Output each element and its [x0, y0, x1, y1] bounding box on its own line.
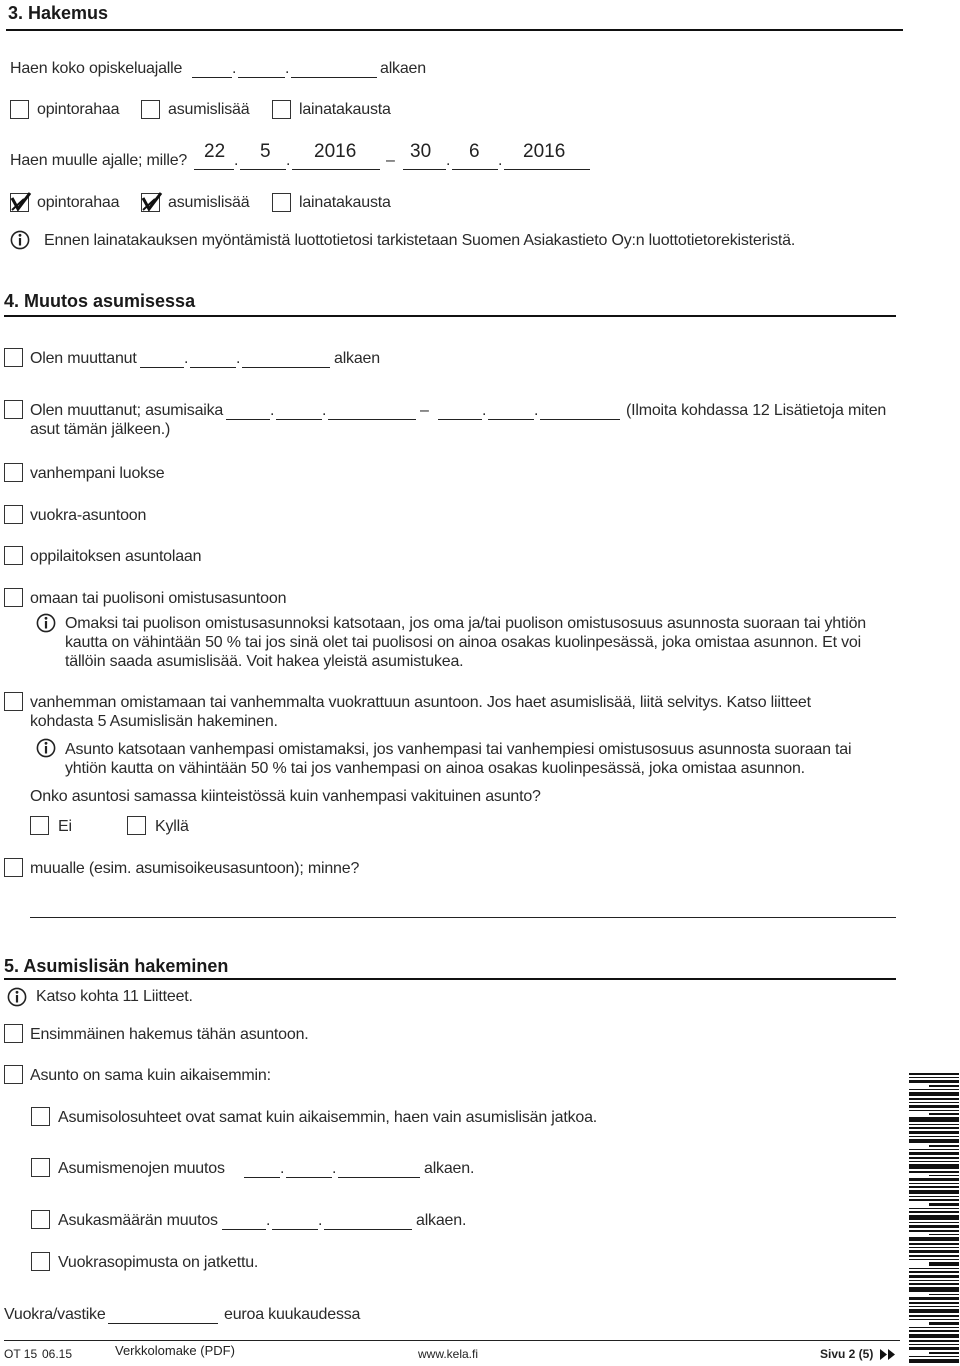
info-own-home-text: Omaksi tai puolison omistusasunnoksi katsotaan, jos oma ja/tai puolison omistusosuus asunnosta suoraan tai yhtiön kautta on vähintään 50 % tai jos sinä olet tai puolisosi on ainoa osakas kuolinpesässä, joka omistaa asunnon. Et voi tällöin saada asumislisää. Voit hakea yleistä asumistukea. — [65, 615, 866, 670]
checkbox-same-conditions[interactable] — [31, 1107, 50, 1126]
label-opintoraha: opintorahaa — [37, 101, 120, 118]
barcode-bar — [909, 1280, 959, 1281]
barcode-bar — [909, 1330, 959, 1332]
barcode-bar — [909, 1117, 959, 1122]
checkbox-school-dorm[interactable] — [4, 546, 23, 565]
barcode-bar — [909, 1283, 959, 1285]
moved-period-note: (Ilmoita kohdassa 12 Lisätietoja miten asut tämän jälkeen.) — [30, 402, 887, 438]
checkbox-moved-period[interactable] — [4, 400, 23, 419]
barcode-bar — [909, 1268, 959, 1269]
checkbox-moved[interactable] — [4, 348, 23, 367]
barcode-bar — [909, 1171, 959, 1173]
barcode-bar — [929, 1203, 959, 1206]
cost-change-month-line[interactable] — [286, 1177, 332, 1178]
date-separator: . — [534, 402, 539, 419]
barcode-bar — [909, 1208, 959, 1209]
residents-change-year-line[interactable] — [324, 1229, 412, 1230]
residents-change-month-line[interactable] — [272, 1229, 318, 1230]
barcode-bar — [909, 1092, 959, 1096]
date-from-day-line — [194, 169, 234, 170]
checkbox-answer-yes[interactable] — [127, 816, 146, 835]
barcode-bar — [929, 1294, 959, 1295]
checkbox-opintoraha[interactable] — [10, 100, 29, 119]
footer-form-code: OT 15 — [4, 1347, 38, 1361]
checkbox-cost-change[interactable] — [31, 1158, 50, 1177]
check-mark-icon — [10, 192, 32, 216]
date-separator: . — [482, 402, 487, 419]
date-separator: . — [236, 350, 241, 367]
barcode-bar — [909, 1275, 959, 1278]
barcode-bar — [909, 1306, 959, 1307]
barcode-bar — [909, 1237, 959, 1241]
date-to-day[interactable]: 30 — [410, 141, 432, 162]
barcode-bar — [909, 1340, 959, 1342]
footer-website[interactable]: www.kela.fi — [418, 1347, 479, 1361]
moved-period-label: Olen muuttanut; asumisaika — [30, 402, 224, 419]
barcode-bar — [929, 1145, 959, 1147]
date-from-month[interactable]: 5 — [260, 141, 271, 162]
checkbox-lease-extended[interactable] — [31, 1252, 50, 1271]
label-parent-owned: vanhemman omistamaan tai vanhemmalta vuokrattuun asuntoon. Jos haet asumislisää, liitä selvitys. Katso liitteet kohdasta 5 Asumislisän hakeminen. — [30, 694, 811, 730]
whole-period-day-line[interactable] — [192, 77, 232, 78]
barcode-bar — [909, 1250, 959, 1253]
date-range-dash: – — [386, 152, 395, 169]
cost-change-suffix: alkaen. — [424, 1160, 475, 1177]
barcode-bar — [909, 1139, 959, 1143]
barcode-bar — [909, 1287, 959, 1292]
label-first-application: Ensimmäinen hakemus tähän asuntoon. — [30, 1026, 309, 1043]
barcode-bar — [909, 1309, 959, 1313]
checkbox-elsewhere[interactable] — [4, 858, 23, 877]
label-answer-no: Ei — [58, 818, 72, 835]
next-page-icon[interactable] — [880, 1349, 896, 1360]
date-separator: . — [184, 350, 189, 367]
date-to-month-line — [452, 169, 498, 170]
barcode-bar — [929, 1352, 959, 1354]
elsewhere-input-line[interactable] — [30, 917, 896, 918]
label-own-home: omaan tai puolisoni omistusasuntoon — [30, 590, 287, 607]
checkbox-lainatakaus-other[interactable] — [272, 193, 291, 212]
date-from-year[interactable]: 2016 — [314, 141, 357, 162]
checkbox-parent[interactable] — [4, 463, 23, 482]
barcode-bar — [909, 1211, 959, 1213]
section-3-rule — [6, 29, 903, 31]
cost-change-year-line[interactable] — [338, 1177, 420, 1178]
other-period-label: Haen muulle ajalle; mille? — [10, 152, 188, 169]
barcode-bar — [929, 1085, 959, 1087]
moved-year-line[interactable] — [242, 367, 330, 368]
date-separator: . — [446, 152, 451, 169]
label-rental: vuokra-asuntoon — [30, 507, 147, 524]
date-to-day-line — [403, 169, 446, 170]
info-icon — [7, 987, 27, 1007]
barcode-bar — [909, 1356, 959, 1357]
question-same-property: Onko asuntosi samassa kiinteistössä kuin vanhempasi vakituinen asunto? — [30, 788, 541, 805]
barcode-bar — [909, 1136, 959, 1137]
section-4-title: 4. Muutos asumisessa — [4, 291, 196, 311]
label-same-conditions: Asumisolosuhteet ovat samat kuin aikaisemmin, haen vain asumislisän jatkoa. — [58, 1109, 598, 1126]
barcode-bar — [909, 1297, 959, 1300]
checkbox-rental[interactable] — [4, 505, 23, 524]
info-parent-text: Asunto katsotaan vanhempasi omistamaksi, jos vanhempasi tai vanhempiesi omistusosuus asunnosta suoraan tai yhtiön kautta on vähintään 50 % tai jos vanhempasi on ainoa osakas kuolinpesässä, joka omistaa asunnon. — [65, 741, 852, 777]
barcode-bar — [909, 1186, 959, 1188]
section-5-title: 5. Asumislisän hakeminen — [4, 956, 229, 976]
barcode-bar — [909, 1164, 959, 1169]
barcode-bar — [909, 1255, 959, 1257]
date-from-year-line — [292, 169, 380, 170]
barcode-bar — [909, 1089, 959, 1090]
barcode-bar — [909, 1327, 959, 1328]
footer-form-type: Verkkolomake (PDF) — [115, 1343, 235, 1358]
whole-period-suffix: alkaen — [380, 60, 426, 77]
barcode-bar — [929, 1113, 959, 1115]
date-range-dash: – — [420, 402, 429, 419]
info-icon — [36, 613, 56, 633]
label-school-dorm: oppilaitoksen asuntolaan — [30, 548, 202, 565]
barcode-bar — [909, 1243, 959, 1245]
moved-suffix: alkaen — [334, 350, 380, 367]
barcode-bar — [909, 1098, 959, 1100]
barcode-bar — [909, 1319, 959, 1320]
barcode-bar — [909, 1080, 959, 1083]
date-separator: . — [232, 60, 237, 77]
checkbox-same-as-before[interactable] — [4, 1065, 23, 1084]
barcode-bar — [909, 1178, 959, 1181]
barcode-bar — [909, 1124, 959, 1125]
checkbox-answer-no[interactable] — [30, 816, 49, 835]
moved-label: Olen muuttanut — [30, 350, 137, 367]
barcode-bar — [909, 1230, 959, 1232]
barcode-bar — [909, 1102, 959, 1103]
label-residents-change: Asukasmäärän muutos — [58, 1212, 218, 1229]
date-to-month[interactable]: 6 — [469, 141, 480, 162]
date-separator: . — [280, 1160, 285, 1177]
barcode-bar — [909, 1190, 959, 1194]
barcode-bar — [909, 1359, 959, 1363]
info-icon — [10, 230, 30, 250]
barcode-bar — [909, 1199, 959, 1201]
label-same-as-before: Asunto on sama kuin aikaisemmin: — [30, 1067, 271, 1084]
label-lainatakaus: lainatakausta — [299, 101, 391, 118]
cost-change-day-line[interactable] — [244, 1177, 280, 1178]
rent-input-line[interactable] — [108, 1323, 218, 1324]
barcode-bar — [909, 1157, 959, 1159]
date-from-month-line — [240, 169, 286, 170]
label-lainatakaus-other: lainatakausta — [299, 194, 391, 211]
checkbox-opintoraha-other[interactable] — [10, 193, 29, 212]
whole-period-month-line[interactable] — [238, 77, 285, 78]
date-to-year[interactable]: 2016 — [523, 141, 566, 162]
checkbox-asumislisa[interactable] — [141, 100, 160, 119]
barcode-bar — [909, 1344, 959, 1345]
barcode-bar — [909, 1247, 959, 1248]
date-separator: . — [332, 1160, 337, 1177]
barcode-bar — [909, 1077, 959, 1078]
residents-change-day-line[interactable] — [222, 1229, 266, 1230]
whole-period-year-line[interactable] — [291, 77, 377, 78]
label-asumislisa: asumislisää — [168, 101, 250, 118]
barcode-bar — [909, 1215, 959, 1220]
section-5-rule — [4, 978, 896, 980]
date-to-year-line — [504, 169, 590, 170]
checkbox-asumislisa-other[interactable] — [141, 193, 160, 212]
date-separator: . — [318, 1212, 323, 1229]
barcode-bar — [909, 1073, 959, 1075]
date-separator: . — [285, 60, 290, 77]
barcode-bar — [909, 1183, 959, 1184]
checkbox-residents-change[interactable] — [31, 1210, 50, 1229]
label-cost-change: Asumismenojen muutos — [58, 1160, 225, 1177]
barcode-bar — [909, 1152, 959, 1155]
barcode-bar — [909, 1302, 959, 1304]
barcode-bar — [909, 1259, 959, 1260]
date-separator: . — [498, 152, 503, 169]
barcode-bar — [929, 1262, 959, 1266]
moved-month-line[interactable] — [190, 367, 236, 368]
barcode-bar — [909, 1110, 959, 1111]
checkbox-own-home[interactable] — [4, 588, 23, 607]
checkbox-first-application[interactable] — [4, 1024, 23, 1043]
residents-change-suffix: alkaen. — [416, 1212, 467, 1229]
barcode-bar — [909, 1271, 959, 1273]
barcode-bar — [929, 1234, 959, 1235]
barcode-bar — [909, 1334, 959, 1338]
info-attachments-text: Katso kohta 11 Liitteet. — [36, 988, 193, 1005]
date-separator: . — [322, 402, 327, 419]
info-loan-text: Ennen lainatakauksen myöntämistä luottotietosi tarkistetaan Suomen Asiakastieto Oy:n luottotietorekisteristä. — [44, 232, 796, 249]
rent-label: Vuokra/vastike — [4, 1306, 106, 1323]
date-separator: . — [234, 152, 239, 169]
rent-suffix: euroa kuukaudessa — [224, 1306, 361, 1323]
check-mark-icon — [141, 192, 163, 216]
label-parent: vanhempani luokse — [30, 465, 165, 482]
barcode-bar — [909, 1347, 959, 1350]
label-answer-yes: Kyllä — [155, 818, 189, 835]
footer-page: Sivu 2 (5) — [820, 1347, 874, 1361]
date-from-day[interactable]: 22 — [204, 141, 226, 162]
footer-rule — [4, 1340, 900, 1341]
section-3-title: 3. Hakemus — [8, 3, 109, 23]
barcode-bar — [909, 1161, 959, 1162]
barcode-bar — [909, 1222, 959, 1223]
barcode-bar — [929, 1175, 959, 1176]
label-asumislisa-other: asumislisää — [168, 194, 250, 211]
checkbox-lainatakaus[interactable] — [272, 100, 291, 119]
date-separator: . — [286, 152, 291, 169]
date-separator: . — [270, 402, 275, 419]
barcode-image — [909, 1073, 959, 1363]
info-icon — [36, 738, 56, 758]
moved-day-line[interactable] — [140, 367, 184, 368]
barcode-bar — [909, 1127, 959, 1129]
label-elsewhere: muualle (esim. asumisoikeusasuntoon); minne? — [30, 860, 360, 877]
footer-form-date: 06.15 — [42, 1347, 73, 1361]
barcode-bar — [909, 1225, 959, 1228]
barcode-bar — [909, 1105, 959, 1108]
barcode-bar — [909, 1149, 959, 1150]
section-4-rule — [4, 315, 896, 317]
date-separator: . — [266, 1212, 271, 1229]
barcode-bar — [909, 1196, 959, 1197]
barcode-bar — [929, 1322, 959, 1325]
label-lease-extended: Vuokrasopimusta on jatkettu. — [58, 1254, 259, 1271]
label-opintoraha-other: opintorahaa — [37, 194, 120, 211]
barcode-bar — [909, 1131, 959, 1134]
barcode-bar — [909, 1315, 959, 1317]
checkbox-parent-owned[interactable] — [4, 692, 23, 711]
whole-period-label: Haen koko opiskeluajalle — [10, 60, 183, 77]
